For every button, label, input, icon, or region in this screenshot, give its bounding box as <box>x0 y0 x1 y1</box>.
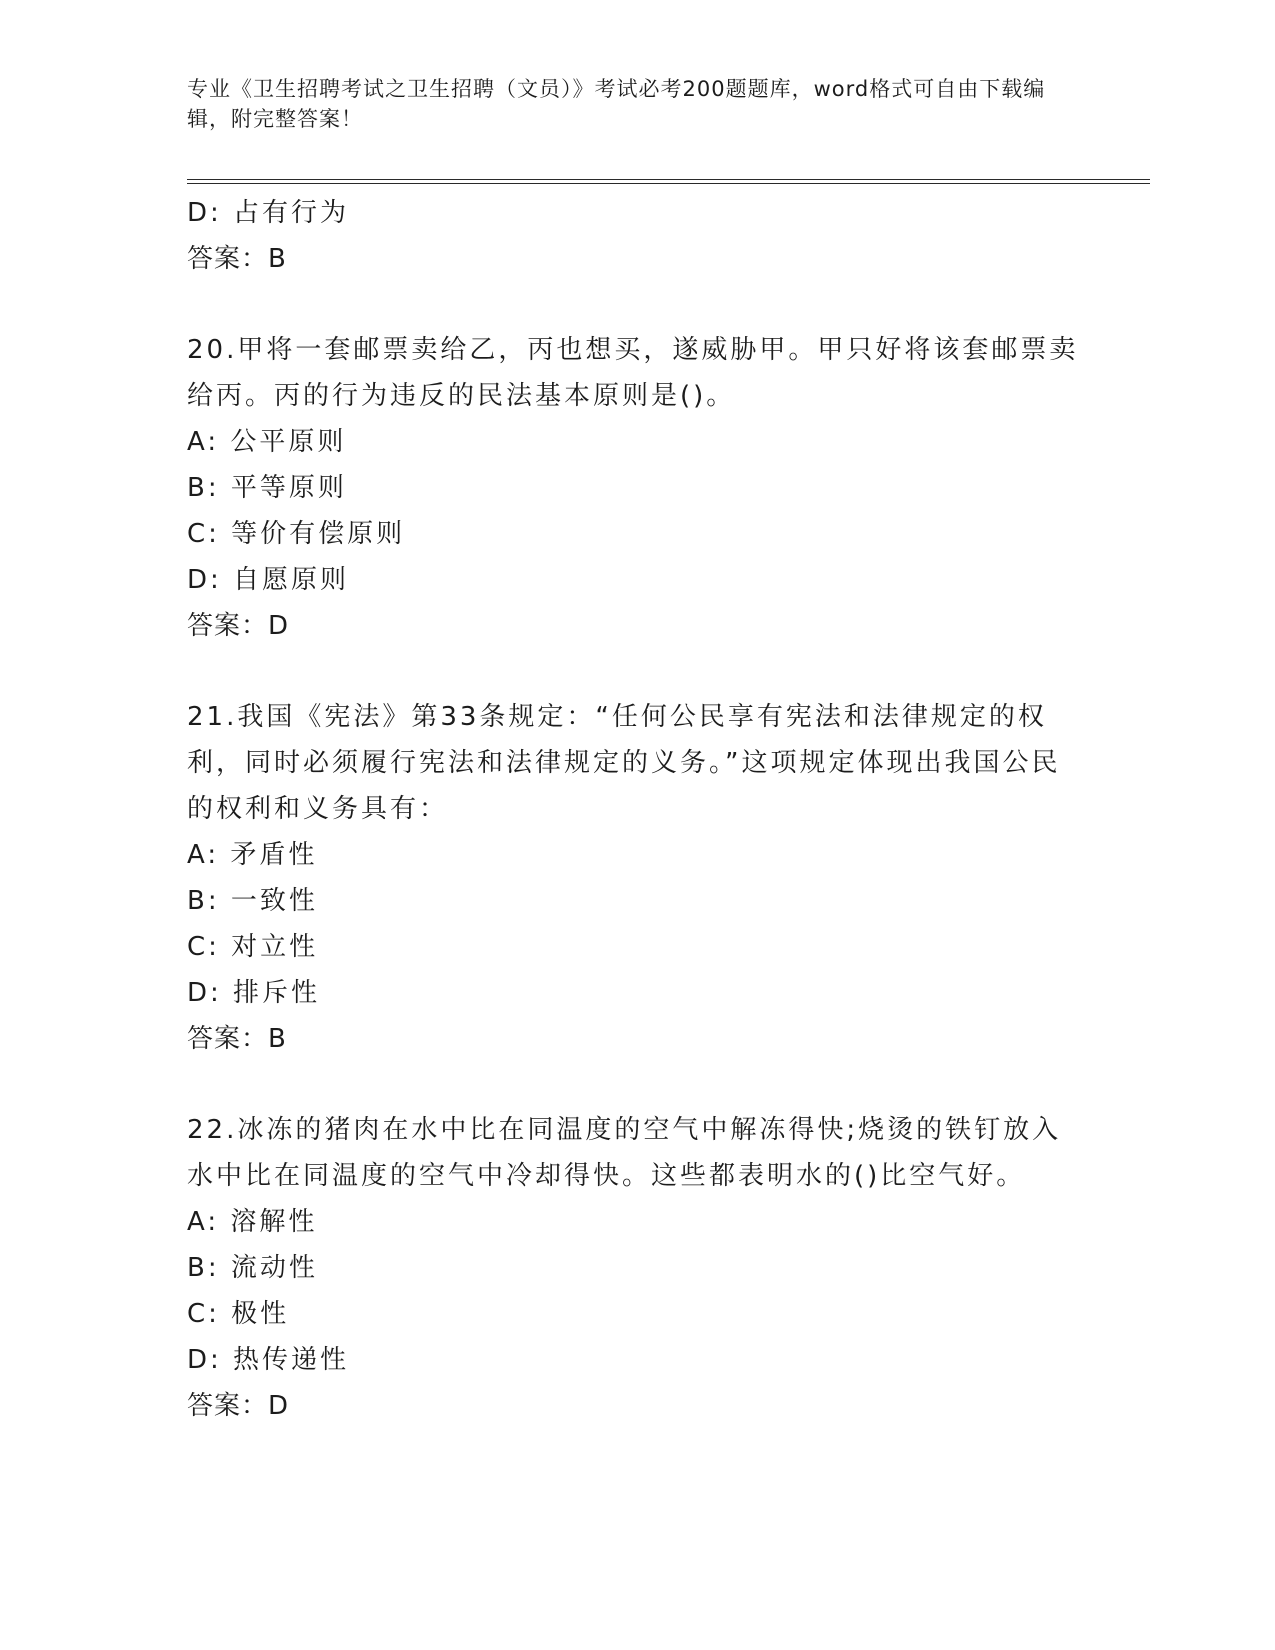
option-d: D: 热传递性 <box>187 1345 350 1375</box>
header-divider-second <box>187 183 1150 184</box>
option-a: A: 公平原则 <box>187 427 347 457</box>
option-b: B: 一致性 <box>187 886 318 916</box>
question-body <box>187 190 1087 1429</box>
option-a: A: 溶解性 <box>187 1207 318 1237</box>
question-20 <box>187 327 1087 649</box>
answer-line: 答案：D <box>187 1391 290 1421</box>
header-divider <box>187 179 1150 180</box>
option-d: D: 自愿原则 <box>187 565 350 595</box>
option-d: D: 排斥性 <box>187 978 321 1008</box>
question-stem: 21.我国《宪法》第33条规定：“任何公民享有宪法和法律规定的权利，同时必须履行宪法和法律规定的义务。”这项规定体现出我国公民的权利和义务具有： <box>187 702 1061 824</box>
question-22 <box>187 1107 1087 1429</box>
question-stem: 20.甲将一套邮票卖给乙，丙也想买，遂威胁甲。甲只好将该套邮票卖给丙。丙的行为违反的民法基本原则是()。 <box>187 335 1079 411</box>
answer-line: 答案：D <box>187 611 290 641</box>
option-b: B: 流动性 <box>187 1253 318 1283</box>
option-a: A: 矛盾性 <box>187 840 318 870</box>
answer-line: 答案：B <box>187 1024 287 1054</box>
question-21 <box>187 694 1087 1062</box>
question-stem: 22.冰冻的猪肉在水中比在同温度的空气中解冻得快;烧烫的铁钉放入水中比在同温度的空气中冷却得快。这些都表明水的()比空气好。 <box>187 1115 1062 1191</box>
option-c: C: 等价有偿原则 <box>187 519 406 549</box>
option-c: C: 极性 <box>187 1299 290 1329</box>
option-c: C: 对立性 <box>187 932 319 962</box>
option-d: D: 占有行为 <box>187 198 350 228</box>
option-b: B: 平等原则 <box>187 473 347 503</box>
document-header: 专业《卫生招聘考试之卫生招聘（文员）》考试必考200题题库，word格式可自由下载编辑，附完整答案！ <box>187 77 1046 131</box>
answer-line: 答案：B <box>187 244 287 274</box>
